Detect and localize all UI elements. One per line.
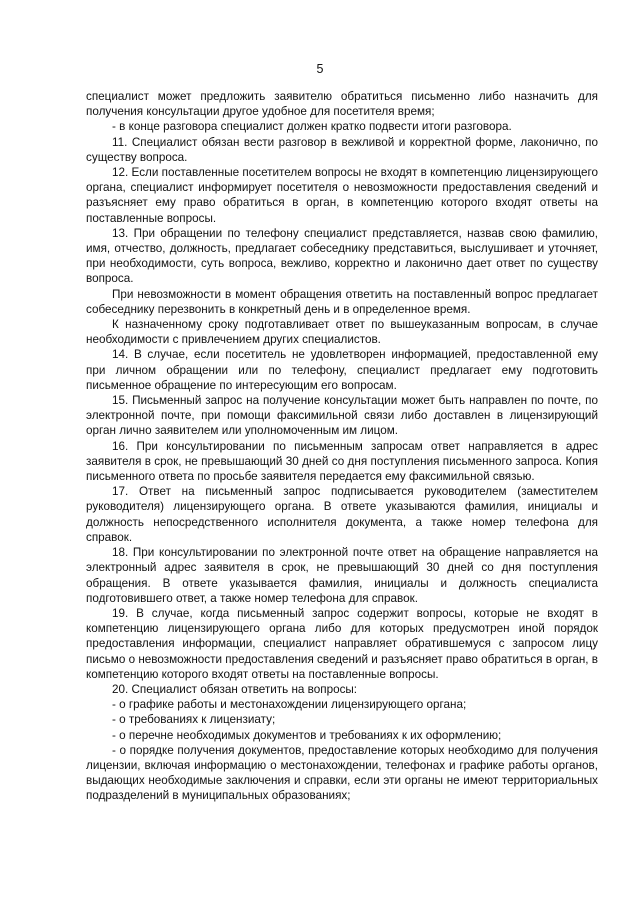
list-item-documents: - о перечне необходимых документов и требованиях к их оформлению;	[112, 728, 502, 742]
paragraph-17: 17. Ответ на письменный запрос подписывается руководителем (заместителем руководителя) лицензирующего органа. В ответе указываются фамилия, инициалы и должность непосредственного исполнителя документа, а также номер телефона для справок.	[86, 485, 598, 544]
document-body	[86, 89, 598, 804]
paragraph-20: 20. Специалист обязан ответить на вопросы:	[112, 682, 358, 696]
paragraph-continuation: специалист может предложить заявителю обратиться письменно либо назначить для получения консультации другое удобное для посетителя время;	[86, 90, 598, 119]
paragraph-11: 11. Специалист обязан вести разговор в вежливой и корректной форме, лаконично, по существу вопроса.	[86, 135, 598, 164]
paragraph-14: 14. В случае, если посетитель не удовлетворен информацией, предоставленной ему при личном обращении или по телефону, специалист предлагает ему подготовить письменное обращение по интересующим его вопросам.	[86, 348, 598, 392]
list-item-procedure: - о порядке получения документов, предоставление которых необходимо для получения лицензии, включая информацию о местонахождении, телефонах и графике работы органов, выдающих необходимые заключения и справки, если эти органы не имеют территориальных подразделений в муниципальных образованиях;	[86, 743, 598, 803]
paragraph-13-callback: При невозможности в момент обращения ответить на поставленный вопрос предлагает собеседнику перезвонить в конкретный день и в определенное время.	[86, 287, 598, 316]
paragraph-15: 15. Письменный запрос на получение консультации может быть направлен по почте, по электронной почте, при помощи факсимильной связи либо доставлен в лицензирующий орган лично заявителем или уполномоченным им лицом.	[86, 394, 598, 438]
paragraph-16: 16. При консультировании по письменным запросам ответ направляется в адрес заявителя в срок, не превышающий 30 дней со дня поступления письменного запроса. Копия письменного ответа по просьбе заявителя передается ему факсимильной связью.	[86, 439, 598, 484]
paragraph-12: 12. Если поставленные посетителем вопросы не входят в компетенцию лицензирующего органа, специалист информирует посетителя о невозможности предоставления сведений и разъясняет ему право обратиться в орган, в компетенцию которого входят ответы на поставленные вопросы.	[86, 166, 598, 225]
paragraph-18: 18. При консультировании по электронной почте ответ на обращение направляется на электронный адрес заявителя в срок, не превышающий 30 дней со дня поступления обращения. В ответе указывается фамилия, инициалы и должность специалиста подготовившего ответ, а также номер телефона для справок.	[86, 546, 598, 605]
list-item-requirements: - о требованиях к лицензиату;	[112, 713, 276, 727]
paragraph-13-deadline: К назначенному сроку подготавливает ответ по вышеуказанным вопросам, в случае необходимости с привлечением других специалистов.	[86, 318, 598, 347]
list-item-schedule: - о графике работы и местонахождении лицензирующего органа;	[112, 698, 467, 712]
paragraph-13: 13. При обращении по телефону специалист представляется, назвав свою фамилию, имя, отчество, должность, предлагает собеседнику представиться, выслушивает и уточняет, при необходимости, суть вопроса, вежливо, корректно и лаконично дает ответ по существу вопроса.	[86, 226, 598, 286]
paragraph-19: 19. В случае, когда письменный запрос содержит вопросы, которые не входят в компетенцию лицензирующего органа либо для которых предусмотрен иной порядок предоставления информации, специалист направляет обратившемуся с запросом лицу письмо о невозможности предоставления сведений и разъясняет право обратиться в орган, в компетенцию которого входят ответы на поставленные вопросы.	[86, 606, 598, 681]
page-number: 5	[316, 62, 324, 76]
paragraph-bullet-summary: - в конце разговора специалист должен кратко подвести итоги разговора.	[112, 120, 512, 134]
